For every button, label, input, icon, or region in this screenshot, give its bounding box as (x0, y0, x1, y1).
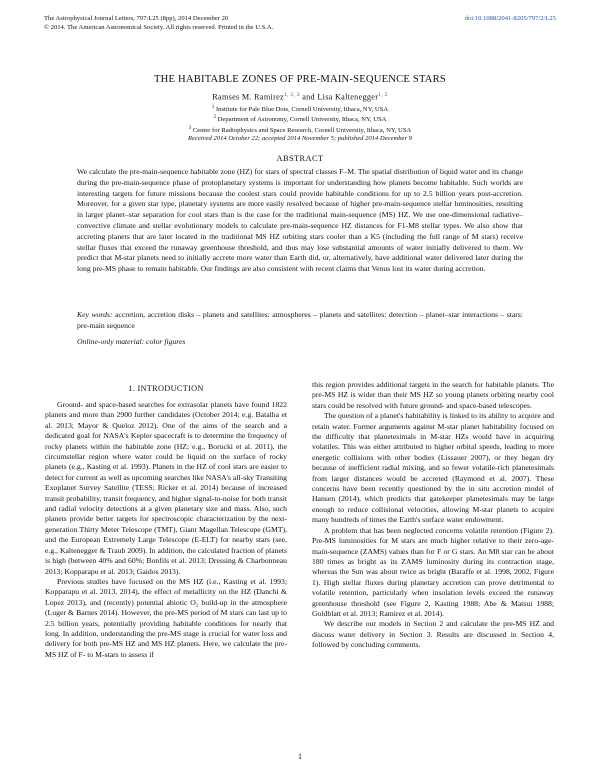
keywords-text: accretion, accretion disks – planets and satellites: atmospheres – planets and satellites: detection – planet–star interactions – stars: pre-main sequence (77, 310, 523, 330)
page-number: 1 (298, 752, 302, 761)
intro-paragraph-4: The question of a planet's habitability is linked to its ability to acquire and retain water. Former arguments against M-star planet habitability focused on the difficulty that planetesimals in M-star HZs would have in acquiring volatiles. This was either attributed to higher orbital speeds, leading to more energetic collisions with other bodies (Lissauer 2007), or they began dry because of inefficient radial mixing, and so fewer volatile-rich planetesimals from larger distances would be accreted (Raymond et al. 2007). These concerns have been recently questioned by the in situ accretion model of Hansen (2014), which predicts that gatekeeper planetesimals may be large enough to reduce collisional velocities, allowing M-star planets to acquire many hundreds of times the Earth's surface water endowment. (312, 411, 554, 525)
online-material-note: Online-only material: color figures (77, 337, 186, 346)
author-line (0, 92, 600, 102)
publication-dates: Received 2014 October 22; accepted 2014 November 5; published 2014 December 9 (188, 135, 412, 143)
abstract-text: We calculate the pre-main-sequence habitable zone (HZ) for stars of spectral classes F–M. The spatial distribution of liquid water and its change during the pre-main-sequence phase of protoplanetary systems is important for understanding how planets become habitable. Such worlds are interesting targets for future missions because the coolest stars could provide habitable conditions for up to 2.5 billion years post-accretion. Moreover, for a given star type, planetary systems are more easily resolved because of higher pre-main-sequence stellar luminosities, resulting in larger planet–star separation for cool stars than is the case for the traditional main-sequence (MS) HZ. We use one-dimensional radiative–convective climate and stellar evolutionary models to calculate pre-main-sequence HZ distances for F1-M8 stellar types. We also show that accreting planets that are later located in the traditional MS HZ orbiting stars cooler than a K5 (including the full range of M stars) receive stellar fluxes that exceed the runaway greenhouse threshold, and thus may lose substantial amounts of water initially delivered to them. We predict that M-star planets need to initially accrete more water than Earth did, or, alternatively, have additional water delivered later during the long pre-MS phase to remain habitable. Our findings are also consistent with recent claims that Venus lost its water during accretion. (77, 167, 523, 274)
author-2: Lisa Kaltenegger (317, 92, 379, 102)
affiliation-3: $^3$ Center for Radiophysics and Space Research, Cornell University, Ithaca, NY, USA (188, 125, 412, 134)
header-left (44, 14, 273, 32)
intro-paragraph-2: Previous studies have focused on the MS HZ (i.e., Kasting et al. 1993; Kopparapu et al. 2013, 2014), the effect of metallicity on the HZ (Danchi & Lopez 2013), and (recently) potential abiotic O₂ build-up in the atmosphere (Luger & Barnes 2014). However, the pre-MS period of M stars can last up to 2.5 billion years, potentially providing habitable conditions for nearly that long. In addition, understanding the pre-MS stage is crucial for water loss and delivery for both pre-MS HZ and MS HZ planets. Here, we calculate the pre-MS HZ of F- to M-stars to assess if (45, 576, 287, 659)
intro-paragraph-6: We describe our models in Section 2 and calculate the pre-MS HZ and discuss water delivery in Section 3. Results are discussed in Section 4, followed by concluding comments. (312, 619, 554, 650)
right-column (312, 380, 554, 651)
section-heading-introduction: 1. INTRODUCTION (128, 384, 204, 393)
left-column (45, 400, 287, 660)
paper-title: THE HABITABLE ZONES OF PRE-MAIN-SEQUENCE STARS (153, 74, 447, 85)
intro-paragraph-3: this region provides additional targets in the search for habitable planets. The pre-MS HZ is wider than their MS HZ so young planets orbiting nearby cool stars could be resolved with future ground- and space-based telescopes. (312, 380, 554, 410)
author-2-affil-refs[interactable]: 1, 2 (378, 92, 388, 98)
affiliation-2: $^2$ Department of Astronomy, Cornell University, Ithaca, NY, USA (213, 115, 387, 124)
keywords-label: Key words: (77, 310, 113, 319)
keywords (77, 310, 523, 332)
author-joiner: and (302, 92, 315, 102)
journal-header (44, 14, 556, 32)
author-1-affil-refs[interactable]: 1, 2, 3 (284, 92, 300, 98)
intro-paragraph-1: Ground- and space-based searches for extrasolar planets have found 1822 planets and more than 2900 further candidates (October 2014; e.g. Batalha et al. 2013; Mayor & Queloz 2012). One of the aims of the search and a dedicated goal for NASA's Kepler spacecraft is to determine the frequency of rocky planets within the habitable zone (HZ; e.g., Borucki et al. 2011), the circumstellar region where water could be liquid on the surface of rocky planets (e.g., Kasting et al. 1993). Planets in the HZ of cool stars are easier to detect for current as well as upcoming searches like NASA's all-sky Transiting Exoplanet Survey Satellite (TESS; Ricker et al. 2014) because of increased transit probability, transit frequency, and higher signal-to-noise for both transit and radial velocity detections at a given planetary size and mass. Also, such planets provide better targets for spectroscopic characterization by the next-generation Thirty Meter Telescope (TMT), Giant Magellan Telescope (GMT), and the European Extremely Large Telescope (E-ELT) for nearby stars (see, e.g., Kaltenegger & Traub 2009). In addition, the calculated fraction of planets is high (between 40% and 60%; Bonfils et al. 2013; Dressing & Charbonneau 2013; Kopparapu et al. 2013; Gaidos 2013). (45, 400, 287, 576)
intro-paragraph-5: A problem that has been neglected concerns volatile retention (Figure 2). Pre-MS luminosities for M stars are much higher relative to their zero-age-main-sequence (ZAMS) values than for F or G stars. An M8 star can be about 180 times as bright as its ZAMS luminosity during its contraction stage, whereas the Sun was about twice as bright (Baraffe et al. 1998, 2002, Figure 1). High stellar fluxes during planetary accretion can prove detrimental to volatile retention, particularly when insolation levels exceed the runaway greenhouse threshold (see Figure 2, Kasting 1988; Abe & Matsui 1988; Goldblatt et al. 2013; Ramirez et al. 2014). (312, 525, 554, 618)
doi-link[interactable]: doi:10.1088/2041-8205/797/2/L25 (464, 15, 556, 22)
abstract-heading: ABSTRACT (276, 154, 324, 163)
journal-citation: The Astrophysical Journal Letters, 797:L25 (8pp), 2014 December 20 (44, 15, 229, 22)
affiliations (0, 104, 600, 143)
copyright-line: © 2014. The American Astronomical Society. All rights reserved. Printed in the U.S.A. (44, 24, 274, 31)
affiliation-1: $^1$ Institute for Pale Blue Dots, Cornell University, Ithaca, NY, USA (211, 105, 389, 114)
author-1: Ramses M. Ramirez (212, 92, 284, 102)
